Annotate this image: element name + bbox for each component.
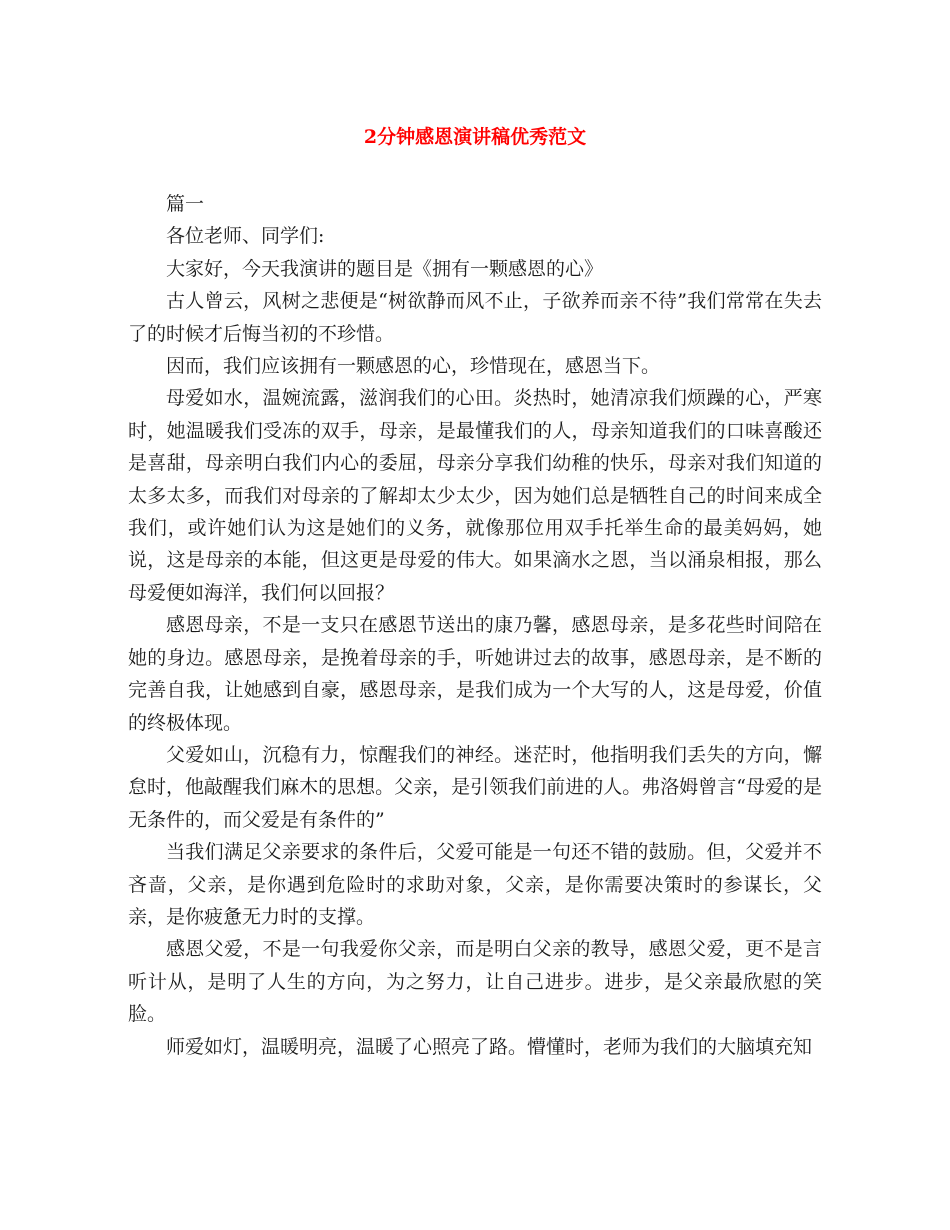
- paragraph: 师爱如灯，温暖明亮，温暖了心照亮了路。懵懂时，老师为我们的大脑填充知: [166, 1035, 813, 1058]
- paragraph: 父爱如山，沉稳有力，惊醒我们的神经。迷茫时，他指明我们丢失的方向，懈怠时，他敲醒我们麻木的思想。父亲，是引领我们前进的人。弗洛姆曾言“母爱的是无条件的，而父爱是有条件的”: [128, 743, 822, 831]
- section-heading: 篇一: [166, 193, 205, 215]
- paragraph: 大家好，今天我演讲的题目是《拥有一颗感恩的心》: [166, 257, 604, 280]
- document-body: [128, 188, 822, 1063]
- paragraph: 感恩母亲，不是一支只在感恩节送出的康乃馨，感恩母亲，是多花些时间陪在她的身边。感恩母亲，是挽着母亲的手，听她讲过去的故事，感恩母亲，是不断的完善自我，让她感到自豪，感恩母亲，是我们成为一个大写的人，这是母爱，价值的终极体现。: [128, 614, 822, 734]
- salutation: 各位老师、同学们:: [166, 225, 325, 248]
- paragraph: 母爱如水，温婉流露，滋润我们的心田。炎热时，她清凉我们烦躁的心，严寒时，她温暖我们受冻的双手，母亲，是最懂我们的人，母亲知道我们的口味喜酸还是喜甜，母亲明白我们内心的委屈，母亲分享我们幼稚的快乐，母亲对我们知道的太多太多，而我们对母亲的了解却太少太少，因为她们总是牺牲自己的时间来成全我们，或许她们认为这是她们的义务，就像那位用双手托举生命的最美妈妈，她说，这是母亲的本能，但这更是母爱的伟大。如果滴水之恩，当以涌泉相报，那么母爱便如海洋，我们何以回报？: [128, 387, 822, 604]
- paragraph: 感恩父爱，不是一句我爱你父亲，而是明白父亲的教导，感恩父爱，更不是言听计从，是明了人生的方向，为之努力，让自己进步。进步，是父亲最欣慰的笑脸。: [128, 938, 822, 1026]
- document-title: 2分钟感恩演讲稿优秀范文: [363, 126, 587, 148]
- paragraph: 当我们满足父亲要求的条件后，父爱可能是一句还不错的鼓励。但，父爱并不吝啬，父亲，是你遇到危险时的求助对象，父亲，是你需要决策时的参谋长，父亲，是你疲惫无力时的支撑。: [128, 841, 822, 928]
- paragraph: 因而，我们应该拥有一颗感恩的心，珍惜现在，感恩当下。: [166, 355, 661, 378]
- paragraph: 古人曾云，风树之悲便是“树欲静而风不止，子欲养而亲不待”我们常常在失去了的时候才后悔当初的不珍惜。: [128, 290, 822, 345]
